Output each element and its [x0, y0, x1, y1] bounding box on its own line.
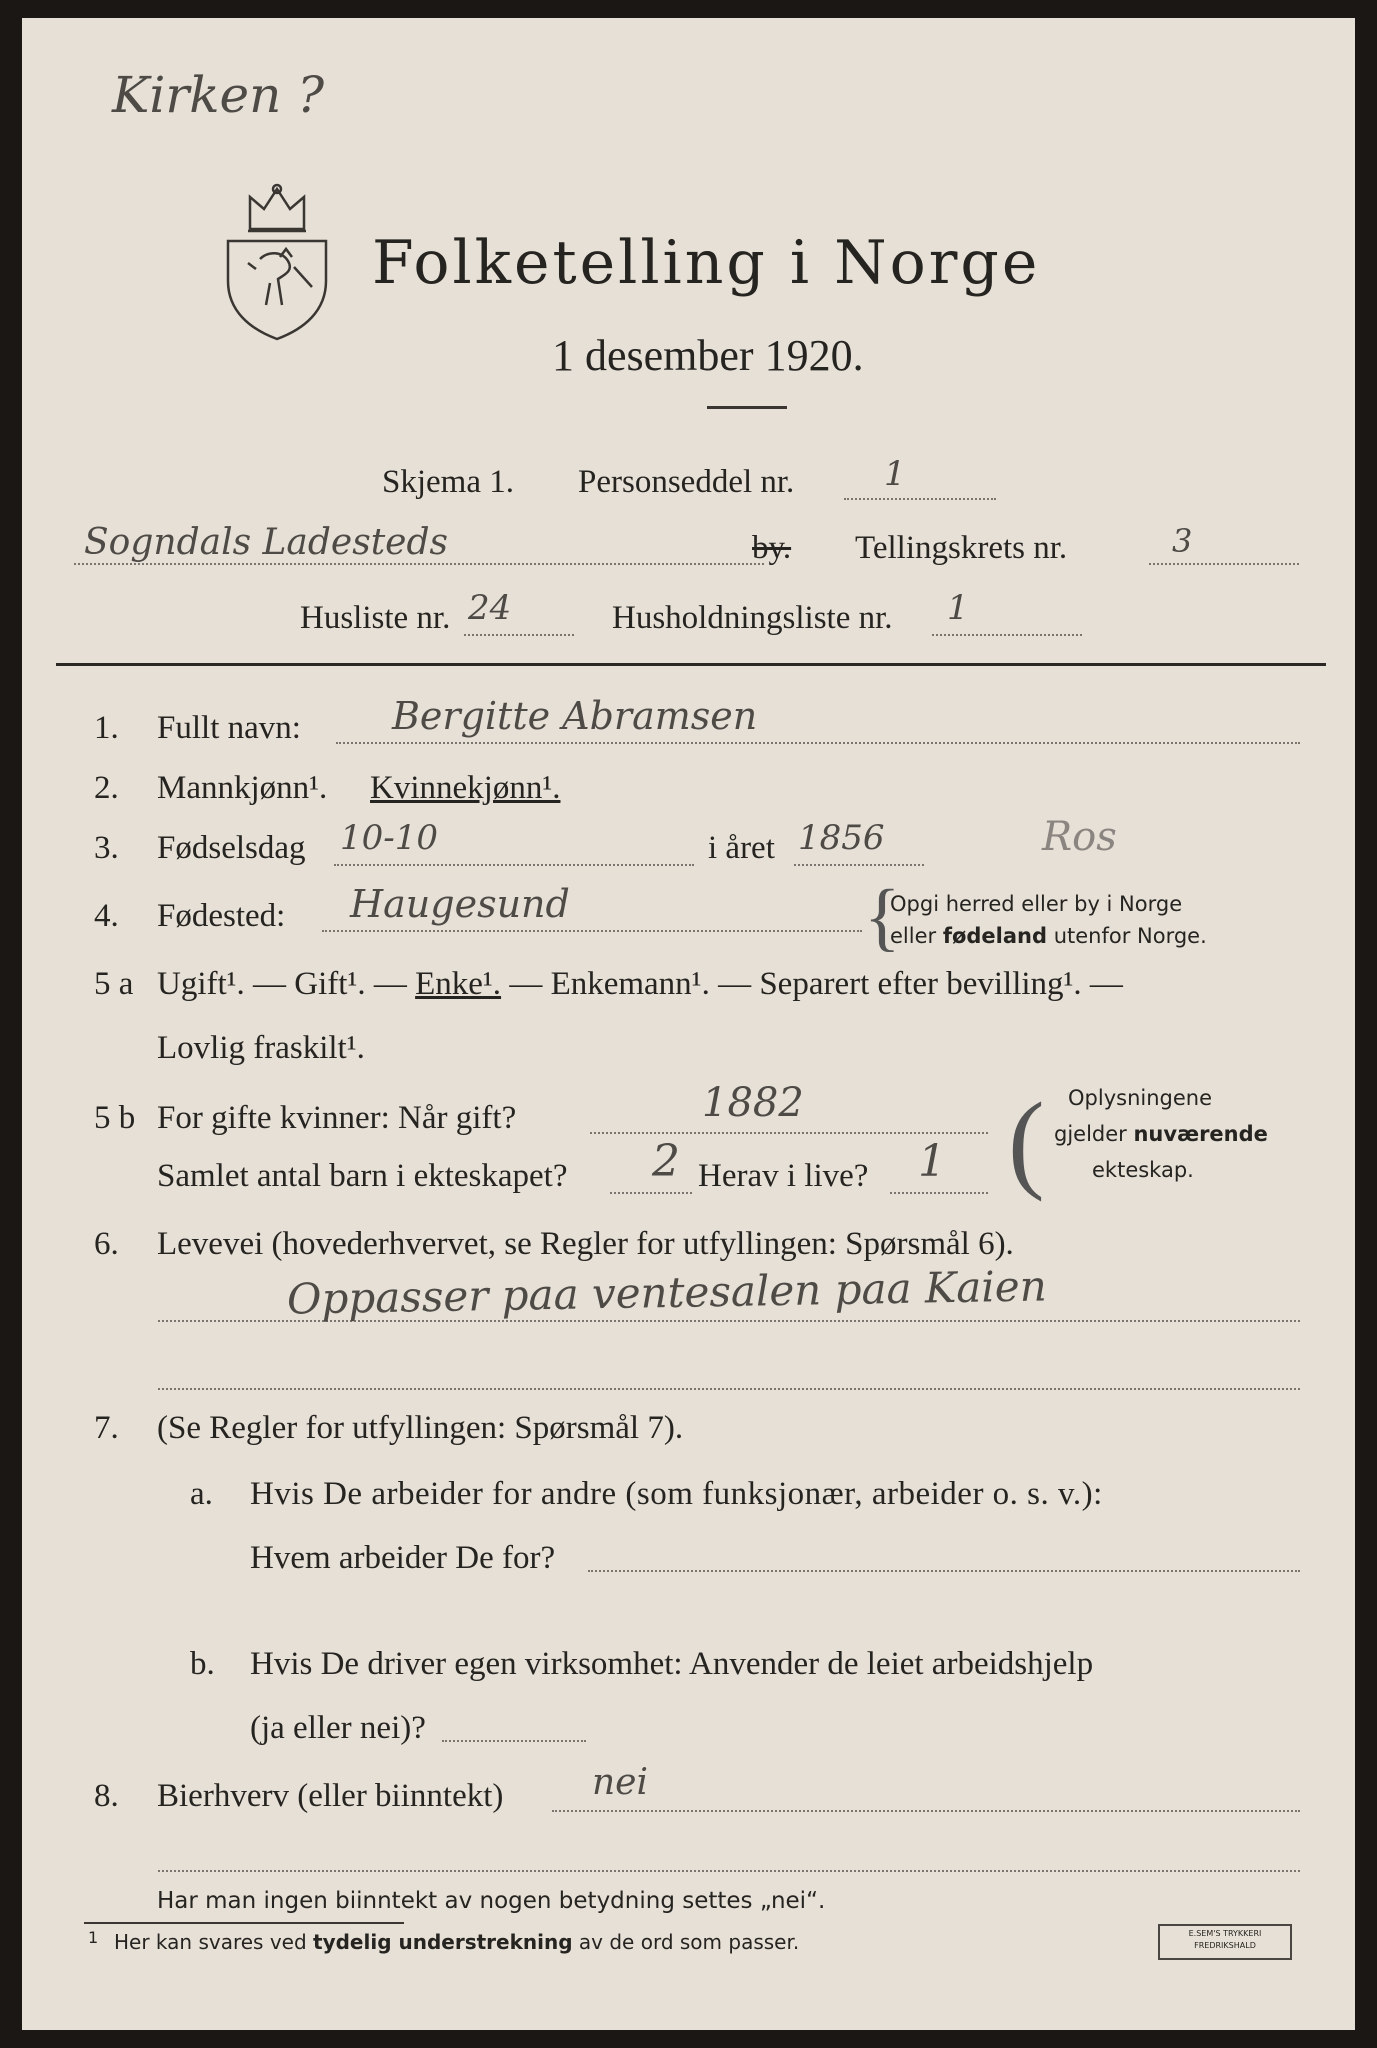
q5b-number: 5 b [94, 1100, 136, 1136]
q5b-alive-label: Herav i live? [698, 1158, 869, 1194]
title-rule [707, 406, 787, 409]
q4-note-line2: eller fødeland utenfor Norge. [890, 924, 1207, 948]
q7-number: 7. [94, 1410, 119, 1446]
q5b-alive-line [890, 1192, 988, 1194]
place-value: Sogndals Ladesteds [84, 522, 448, 563]
footnote-rule [84, 1922, 404, 1924]
q2-mann: Mannkjønn¹. [157, 770, 328, 806]
coat-of-arms-icon [220, 183, 334, 345]
handwritten-top-note: Kirken ? [112, 66, 325, 124]
q7-label: (Se Regler for utfyllingen: Spørsmål 7). [157, 1410, 684, 1446]
tellingskrets-label: Tellingskrets nr. [855, 530, 1068, 566]
q6-number: 6. [94, 1226, 119, 1262]
q6-label: Levevei (hovederhvervet, se Regler for utfyllingen: Spørsmål 6). [157, 1226, 1014, 1262]
q5a-line2: Lovlig fraskilt¹. [157, 1030, 365, 1066]
q3-year-label: i året [708, 830, 775, 866]
q7b-answer-line [442, 1740, 586, 1742]
q5b-note-line2: gjelder nuværende [1054, 1122, 1268, 1146]
q5a-number: 5 a [94, 966, 134, 1002]
q3-label: Fødselsdag [157, 830, 306, 866]
margin-note: Ros [1042, 814, 1117, 860]
footnote-text: Her kan svares ved tydelig understrekning av de ord som passer. [114, 1930, 800, 1954]
q8-number: 8. [94, 1778, 119, 1814]
q5a-options: Ugift¹. — Gift¹. — Enke¹. — Enkemann¹. — Separert efter bevilling¹. — [157, 966, 1123, 1002]
q3-day-line [334, 864, 694, 866]
q4-brace: { [864, 875, 901, 959]
q5a-enke-selected: Enke¹. [415, 966, 502, 1002]
personseddel-line [844, 498, 996, 500]
q7a-line2: Hvem arbeider De for? [250, 1540, 556, 1576]
q7a-label: Hvis De arbeider for andre (som funksjonær, arbeider o. s. v.): [250, 1476, 1103, 1512]
q3-number: 3. [94, 830, 119, 866]
occupation-value: Oppasser paa ventesalen paa Kaien [286, 1261, 1048, 1324]
husliste-label: Husliste nr. [300, 600, 451, 636]
side-income-value: nei [592, 1762, 649, 1803]
q5b-note-line1: Oplysningene [1068, 1086, 1212, 1110]
printer-stamp: E.SEM'S TRYKKERI FREDRIKSHALD [1158, 1924, 1292, 1960]
q7a-letter: a. [190, 1476, 213, 1512]
personseddel-label: Personseddel nr. [578, 464, 795, 500]
header-rule [56, 663, 1326, 666]
children-alive-value: 1 [918, 1136, 946, 1187]
footnote-mark: 1 [88, 1928, 99, 1947]
birthplace-value: Haugesund [350, 882, 570, 926]
q1-label: Fullt navn: [157, 710, 301, 746]
q6-line2 [158, 1388, 1300, 1390]
q3-year-line [794, 864, 924, 866]
skjema-label: Skjema 1. [382, 464, 514, 500]
form-title: Folketelling i Norge [372, 228, 1041, 298]
birth-day-value: 10-10 [340, 818, 439, 858]
census-form-sheet [22, 18, 1355, 2030]
q8-note: Har man ingen biinntekt av nogen betydning settes „nei“. [157, 1888, 826, 1914]
q5b-note-line3: ekteskap. [1092, 1158, 1194, 1182]
q4-label: Fødested: [157, 898, 286, 934]
personseddel-value: 1 [884, 454, 906, 494]
q7a-answer-line [588, 1570, 1300, 1572]
q5b-children-label: Samlet antal barn i ekteskapet? [157, 1158, 568, 1194]
husliste-value: 24 [468, 588, 512, 628]
q5b-label: For gifte kvinner: Når gift? [157, 1100, 517, 1136]
q1-line [336, 742, 1300, 744]
q8-line1 [552, 1810, 1300, 1812]
place-line [74, 563, 764, 565]
husholdningsliste-value: 1 [947, 588, 969, 628]
children-total-value: 2 [652, 1136, 680, 1187]
form-date: 1 desember 1920. [552, 331, 864, 380]
q2-kvinne: Kvinnekjønn¹. [370, 770, 561, 806]
q5b-married-line [590, 1132, 988, 1134]
q5b-brace: ( [1008, 1080, 1045, 1202]
q7b-label: Hvis De driver egen virksomhet: Anvender de leiet arbeidshjelp [250, 1646, 1094, 1682]
full-name-value: Bergitte Abramsen [392, 694, 758, 738]
q8-line2 [158, 1870, 1300, 1872]
q4-line [322, 930, 862, 932]
tellingskrets-value: 3 [1172, 522, 1193, 560]
birth-year-value: 1856 [798, 818, 885, 858]
q7b-line2: (ja eller nei)? [250, 1710, 426, 1746]
husholdningsliste-label: Husholdningsliste nr. [612, 600, 893, 636]
q4-note-line1: Opgi herred eller by i Norge [890, 892, 1183, 916]
husholdningsliste-line [932, 634, 1082, 636]
q4-number: 4. [94, 898, 119, 934]
married-year-value: 1882 [702, 1080, 804, 1126]
tellingskrets-line [1149, 563, 1299, 565]
q7b-letter: b. [190, 1646, 215, 1682]
q1-number: 1. [94, 710, 119, 746]
q8-label: Bierhverv (eller biinntekt) [157, 1778, 504, 1814]
q2-number: 2. [94, 770, 119, 806]
husliste-line [464, 634, 574, 636]
q5b-children-line [610, 1192, 692, 1194]
by-label: by. [752, 530, 792, 566]
